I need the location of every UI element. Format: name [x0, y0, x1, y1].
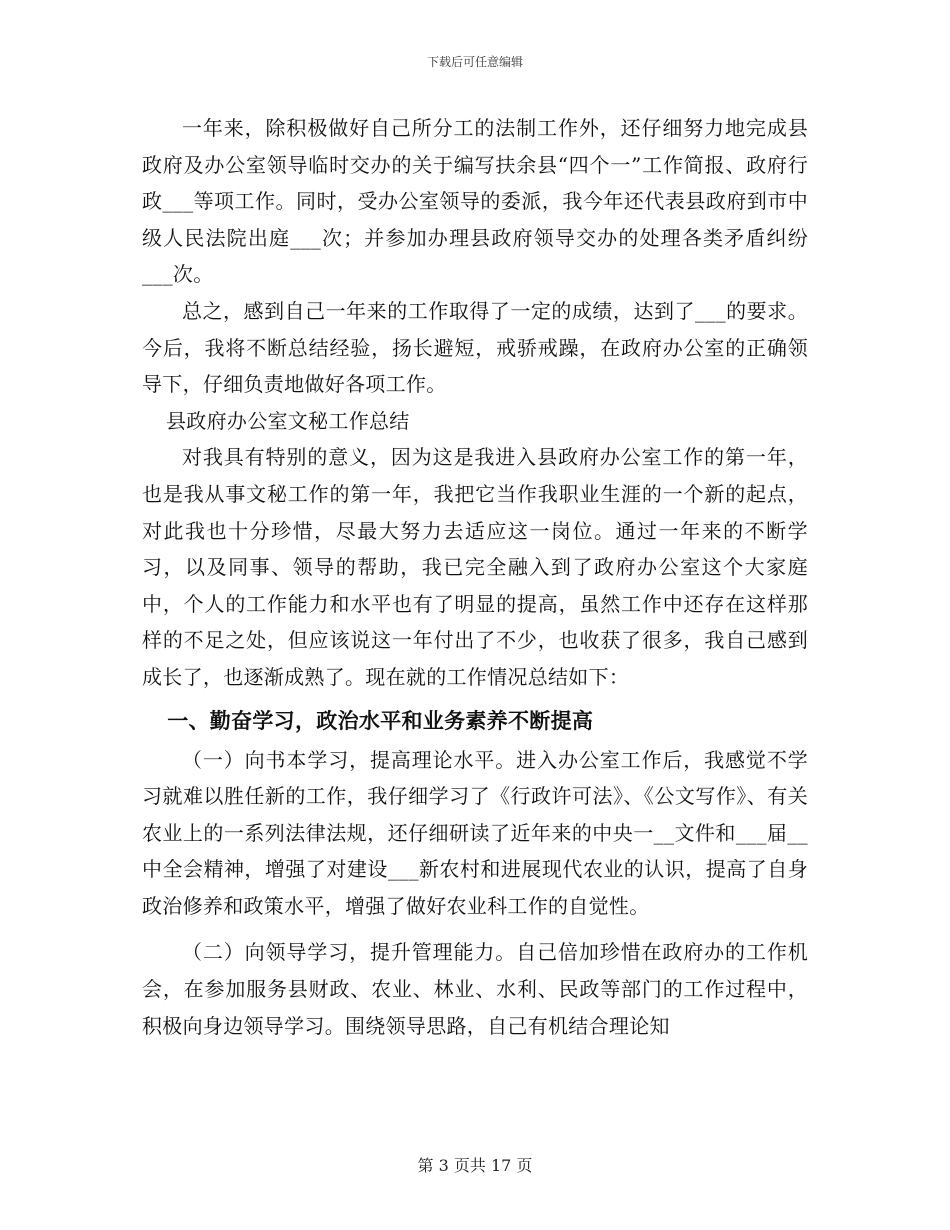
paragraph-book-study: （一）向书本学习，提高理论水平。进入办公室工作后，我感觉不学习就难以胜任新的工作，我仔细学习了《行政许可法》、《公文写作》、有关农业上的一系列法律法规，还仔细研读了近年来的中央一__文件和___届__中全会精神，增强了对建设___新农村和进展现代农业的认识，提高了自身政治修养和政策水平，增强了做好农业科工作的自觉性。 — [142, 747, 808, 918]
paragraph-leader-study: （二）向领导学习，提升管理能力。自己倍加珍惜在政府办的工作机会，在参加服务县财政、农业、林业、水利、民政等部门的工作过程中，积极向身边领导学习。围绕领导思路，自己有机结合理论知 — [142, 940, 808, 1038]
paragraph-summary: 总之，感到自己一年来的工作取得了一定的成绩，达到了___的要求。今后，我将不断总结经验，扬长避短，戒骄戒躁，在政府办公室的正确领导下，仔细负责地做好各项工作。 — [142, 298, 808, 397]
paragraph-legal-work: 一年来，除积极做好自己所分工的法制工作外，还仔细努力地完成县政府及办公室领导临时交办的关于编写扶余县“四个一”工作简报、政府行政___等项工作。同时，受办公室领导的委派，我今年还代表县政府到市中级人民法院出庭___次；并参加办理县政府领导交办的处理各类矛盾纠纷___次。 — [142, 116, 808, 287]
section-title: 县政府办公室文秘工作总结 — [166, 408, 410, 433]
heading-study: 一、勤奋学习，政治水平和业务素养不断提高 — [167, 708, 594, 733]
page-number: 第 3 页共 17 页 — [417, 1156, 533, 1175]
document-body — [142, 110, 808, 1044]
page-header-note: 下载后可任意编辑 — [426, 55, 523, 69]
paragraph-intro: 对我具有特别的意义，因为这是我进入县政府办公室工作的第一年，也是我从事文秘工作的第一年，我把它当作我职业生涯的一个新的起点，对此我也十分珍惜，尽最大努力去适应这一岗位。通过一年来的不断学习，以及同事、领导的帮助，我已完全融入到了政府办公室这个大家庭中，个人的工作能力和水平也有了明显的提高，虽然工作中还存在这样那样的不足之处，但应该说这一年付出了不少，也收获了很多，我自己感到成长了，也逐渐成熟了。现在就的工作情况总结如下： — [142, 445, 808, 689]
